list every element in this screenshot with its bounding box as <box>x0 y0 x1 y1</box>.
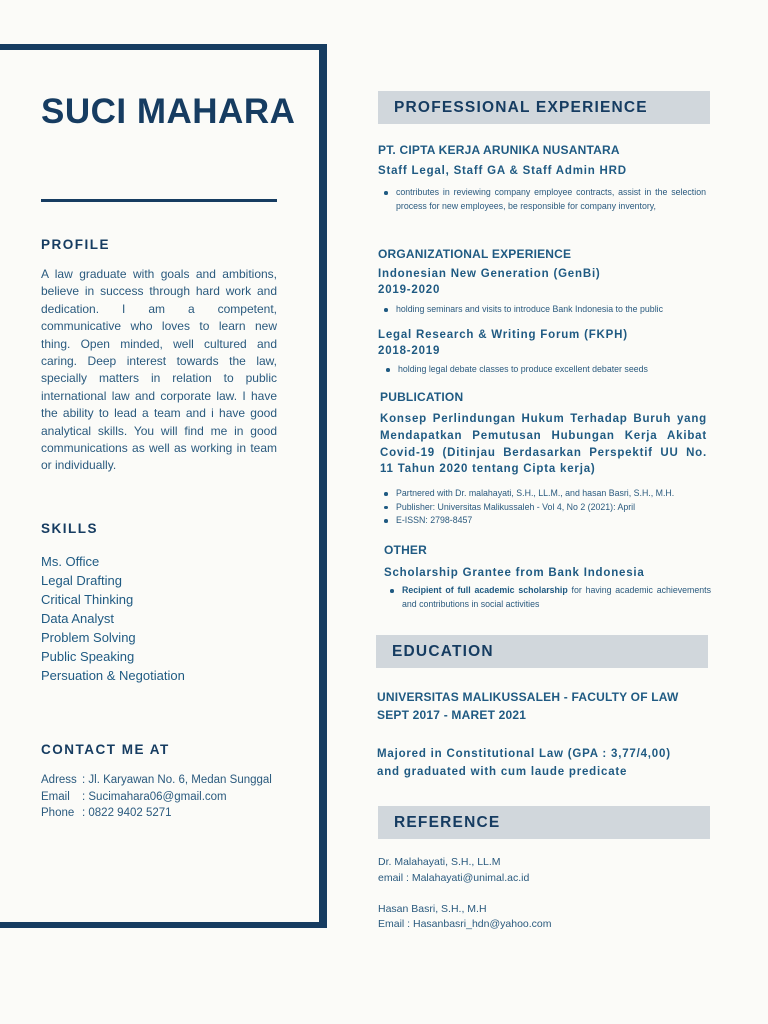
education-desc-line: and graduated with cum laude predicate <box>377 766 628 778</box>
org-duties-list <box>380 363 710 377</box>
list-item: holding legal debate classes to produce excellent debater seeds <box>380 363 710 377</box>
contact-email-row <box>41 789 272 806</box>
org-duties-list <box>378 303 708 317</box>
school-dates: SEPT 2017 - MARET 2021 <box>377 708 527 722</box>
scholarship-rest-text: for having academic achievements and contributions in social activities <box>402 585 712 609</box>
profile-heading: PROFILE <box>41 237 111 252</box>
candidate-name: SUCI MAHARA <box>41 92 296 131</box>
education-desc-line: Majored in Constitutional Law (GPA : 3,77/4,00) <box>377 748 671 760</box>
address-value: : Jl. Karyawan No. 6, Medan Sunggal <box>82 774 272 786</box>
phone-label: Phone <box>41 807 75 819</box>
list-item: holding seminars and visits to introduce Bank Indonesia to the public <box>378 303 708 317</box>
address-label: Adress <box>41 774 77 786</box>
org-years: 2019-2020 <box>378 284 441 296</box>
skill-item: Ms. Office <box>41 554 100 569</box>
reference-spacer <box>378 886 552 902</box>
reference-block <box>378 855 552 933</box>
org-name: Legal Research & Writing Forum (FKPH) <box>378 329 628 341</box>
reference-email[interactable]: email : Malahayati@unimal.ac.id <box>378 871 530 884</box>
reference-name: Hasan Basri, S.H., M.H <box>378 902 487 915</box>
list-item <box>384 584 711 611</box>
company-name: PT. CIPTA KERJA ARUNIKA NUSANTARA <box>378 143 620 157</box>
reference-heading: REFERENCE <box>378 806 710 839</box>
publication-details-list <box>378 487 708 528</box>
education-school-block <box>377 688 679 724</box>
name-divider <box>41 199 277 202</box>
job-role: Staff Legal, Staff GA & Staff Admin HRD <box>378 165 627 177</box>
list-item: Partnered with Dr. malahayati, S.H., LL.M., and hasan Basri, S.H., M.H. <box>378 487 708 501</box>
professional-experience-heading: PROFESSIONAL EXPERIENCE <box>378 91 710 124</box>
contact-phone-row <box>41 805 272 822</box>
scholarship-title: Scholarship Grantee from Bank Indonesia <box>384 567 645 579</box>
email-label: Email <box>41 790 70 803</box>
publication-heading: PUBLICATION <box>380 390 464 404</box>
organizational-experience-heading: ORGANIZATIONAL EXPERIENCE <box>378 247 572 261</box>
education-description <box>377 745 671 781</box>
skill-item: Problem Solving <box>41 630 136 645</box>
education-heading: EDUCATION <box>376 635 708 668</box>
contact-address-row <box>41 772 272 789</box>
contact-block <box>41 772 272 822</box>
school-name: UNIVERSITAS MALIKUSSALEH - FACULTY OF LAW <box>377 690 679 704</box>
publication-title: Konsep Perlindungan Hukum Terhadap Buruh yang Mendapatkan Pemutusan Hubungan Kerja Akibat Covid-19 (Ditinjau Berdasarkan Perspektif UU No. 11 Tahun 2020 tentang Cipta kerja) <box>380 413 707 476</box>
list-item: E-ISSN: 2798-8457 <box>378 514 708 528</box>
other-heading: OTHER <box>384 543 427 557</box>
list-item: Publisher: Universitas Malikussaleh - Vol 4, No 2 (2021): April <box>378 501 708 515</box>
profile-text: A law graduate with goals and ambitions, believe in success through hard work and dedication. I am a competent, communicative who loves to learn new thing. Open minded, well cultured and caring. Deep interest towards the law, specially matters in relation to public international law and corporate law. I have the ability to lead a team and i have good analytical skills. You will find me in good communications as well as working in team or individually. <box>41 267 277 473</box>
skill-item: Data Analyst <box>41 611 114 626</box>
email-value[interactable]: : Sucimahara06@gmail.com <box>82 790 227 803</box>
skill-item: Legal Drafting <box>41 573 122 588</box>
skills-heading: SKILLS <box>41 521 99 536</box>
contact-heading: CONTACT ME AT <box>41 742 170 757</box>
phone-value: : 0822 9402 5271 <box>82 807 172 819</box>
org-name: Indonesian New Generation (GenBi) <box>378 268 601 280</box>
scholarship-details-list <box>384 584 711 611</box>
skills-list <box>41 552 185 685</box>
scholarship-strong-text: Recipient of full academic scholarship <box>402 585 568 595</box>
reference-name: Dr. Malahayati, S.H., LL.M <box>378 856 501 868</box>
skill-item: Critical Thinking <box>41 592 134 607</box>
job-duties-list <box>378 186 706 213</box>
list-item: contributes in reviewing company employee contracts, assist in the selection process for new employees, be responsible for company inventory, <box>378 186 706 213</box>
skill-item: Persuation & Negotiation <box>41 668 185 683</box>
skill-item: Public Speaking <box>41 649 135 664</box>
reference-email[interactable]: Email : Hasanbasri_hdn@yahoo.com <box>378 918 552 930</box>
org-years: 2018-2019 <box>378 345 441 357</box>
